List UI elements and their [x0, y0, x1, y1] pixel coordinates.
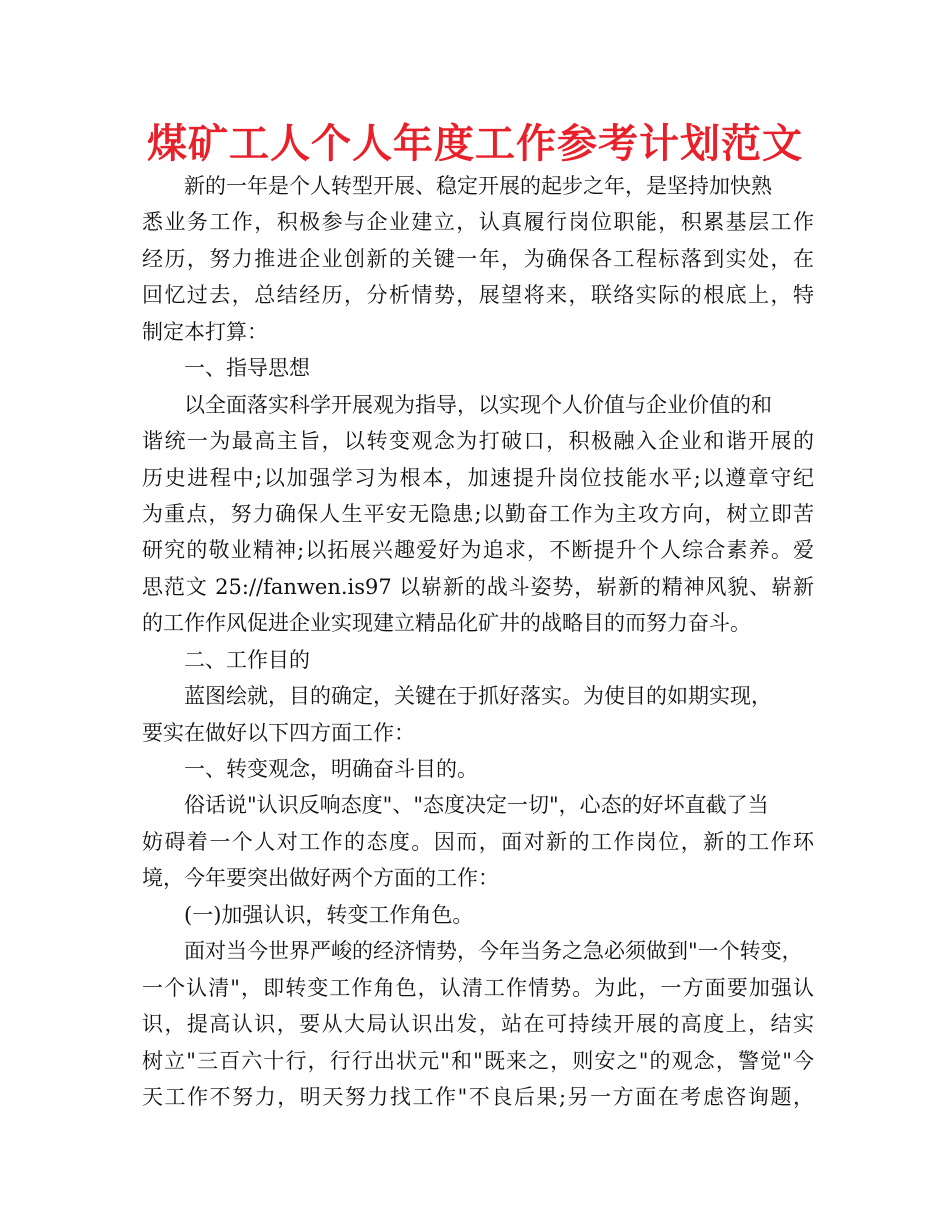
body-line: 制定本打算：	[142, 319, 268, 344]
body-line: 以全面落实科学开展观为指导，以实现个人价值与企业价值的和	[184, 392, 772, 417]
body-line: 谐统一为最高主旨，以转变观念为打破口，积极融入企业和谐开展的	[142, 429, 814, 454]
body-line: 要实在做好以下四方面工作：	[142, 720, 415, 745]
body-line: 为重点，努力确保人生平安无隐患;以勤奋工作为主攻方向，树立即苦	[142, 501, 814, 526]
body-line: 面对当今世界严峻的经济情势，今年当务之急必须做到"一个转变，	[184, 939, 803, 964]
body-line: 一个认清"，即转变工作角色，认清工作情势。为此，一方面要加强认	[142, 975, 814, 1000]
subsection-heading: 一、转变观念，明确奋斗目的。	[184, 757, 478, 781]
body-line: 蓝图绘就，目的确定，关键在于抓好落实。为使目的如期实现，	[184, 684, 772, 709]
section-heading: 一、指导思想	[184, 356, 310, 381]
document-title: 煤矿工人个人年度工作参考计划范文	[147, 121, 803, 167]
body-line: 思范文 25://fanwen.is97 以崭新的战斗姿势，崭新的精神风貌、崭新	[142, 574, 814, 599]
body-line: 的工作作风促进企业实现建立精品化矿井的战略目的而努力奋斗。	[142, 611, 751, 636]
body-line: 悉业务工作，积极参与企业建立，认真履行岗位职能，积累基层工作	[142, 210, 814, 235]
body-line: 经历，努力推进企业创新的关键一年，为确保各工程标落到实处，在	[142, 246, 814, 271]
body-line: 回忆过去，总结经历，分析情势，展望将来，联络实际的根底上，特	[142, 283, 814, 308]
body-line: 新的一年是个人转型开展、稳定开展的起步之年，是坚持加快熟	[184, 174, 772, 198]
body-line: 境，今年要突出做好两个方面的工作：	[142, 866, 499, 891]
body-line: 识，提高认识，要从大局认识出发，站在可持续开展的高度上，结实	[142, 1012, 814, 1037]
body-line: 俗话说"认识反响态度"、"态度决定一切"，心态的好坏直截了当	[184, 793, 769, 818]
section-heading: 二、工作目的	[184, 647, 310, 672]
body-line: 研究的敬业精神;以拓展兴趣爱好为追求，不断提升个人综合素养。爱	[142, 538, 814, 563]
body-line: 树立"三百六十行，行行出状元"和"既来之，则安之"的观念，警觉"今	[142, 1048, 814, 1073]
body-line: 妨碍着一个人对工作的态度。因而，面对新的工作岗位，新的工作环	[142, 829, 814, 854]
body-line: 历史进程中;以加强学习为根本，加速提升岗位技能水平;以遵章守纪	[142, 465, 814, 490]
document-body	[142, 168, 814, 1115]
body-line: 天工作不努力，明天努力找工作"不良后果;另一方面在考虑咨询题，	[142, 1084, 814, 1109]
subsection-heading: (一)加强认识，转变工作角色。	[184, 902, 474, 927]
